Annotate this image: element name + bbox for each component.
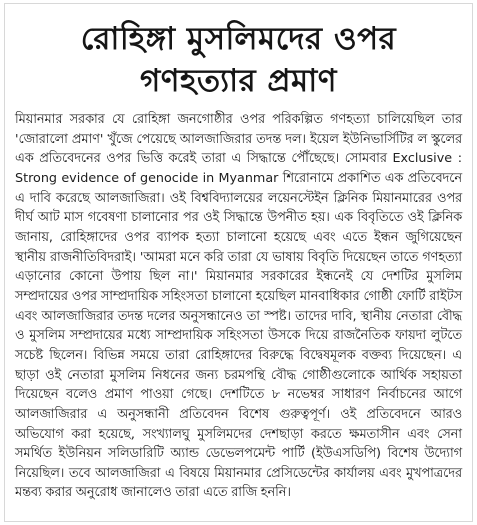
article-paragraph: মিয়ানমার সরকার যে রোহিঙ্গা জনগোষ্ঠীর ওপর পরিকল্পিত গণহত্যা চালিয়েছিল তার 'জোরালো প্রমাণ' খুঁজে পেয়েছে আলজাজিরার তদন্ত দল। ইয়েল ইউনিভার্সিটির ল স্কুলের এক প্রতিবেদনের ওপর ভিত্তি করেই তারা এ সিদ্ধান্তে পৌঁছেছে। সোমবার Exclusive : Strong evidence of genocide in Myanmar শিরোনামে প্রকাশিত এক প্রতিবেদনে এ দাবি করেছে আলজাজিরা। ওই বিশ্ববিদ্যালয়ের লয়েনস্টেইন ক্লিনিক মিয়ানমারের ওপর দীর্ঘ আট মাস গবেষণা চালানোর পর ওই সিদ্ধান্তে উপনীত হয়। এক বিবৃতিতে ওই ক্লিনিক জানায়, রোহিঙ্গাদের ওপর ব্যাপক হত্যা চালানো হয়েছে এবং এতে ইন্ধন জুগিয়েছেন স্থানীয় রাজনীতিবিদরাই। 'আমরা মনে করি তারা যে ভাষায় বিবৃতি দিয়েছেন তাতে গণহত্যা এড়ানোর কোনো উপায় ছিল না।' মিয়ানমার সরকারের ইন্ধনেই যে দেশটির মুসলিম সম্প্রদায়ের ওপর সাম্প্রদায়িক সহিংসতা চালানো হয়েছিল মানবাধিকার গোষ্ঠী ফোর্টি রাইটস এবং আলজাজিরার তদন্ত দলের অনুসন্ধানেও তা স্পষ্ট। তাদের দাবি, স্থানীয় নেতারা বৌদ্ধ ও মুসলিম সম্প্রদায়ের মধ্যে সাম্প্রদায়িক সহিংসতা উসকে দিয়ে রাজনৈতিক ফায়দা লুটতে সচেষ্ট ছিলেন। বিভিন্ন সময়ে তারা রোহিঙ্গাদের বিরুদ্ধে বিদ্বেষমূলক বক্তব্য দিয়েছেন। এ ছাড়া ওই নেতারা মুসলিম নিধনের জন্য চরমপন্থি বৌদ্ধ গোষ্ঠীগুলোকে আর্থিক সহায়তা দিয়েছেন বলেও প্রমাণ পাওয়া গেছে। দেশটিতে ৮ নভেম্বর সাধারণ নির্বাচনের আগে আলজাজিরার এ অনুসন্ধানী প্রতিবেদন বিশেষ গুরুত্বপূর্ণ। ওই প্রতিবেদনে আরও অভিযোগ করা হয়েছে, সংখ্যালঘু মুসলিমদের দেশছাড়া করতে ক্ষমতাসীন এবং সেনা সমর্থিত ইউনিয়ন সলিডারিটি অ্যান্ড ডেভেলপমেন্ট পার্টি (ইউএসডিপি) বিশেষ উদ্যোগ নিয়েছিল। তবে আলজাজিরা এ বিষয়ে মিয়ানমার প্রেসিডেন্টের কার্যালয় এবং মুখপাত্রদের মন্তব্য করার অনুরোধ জানালেও তারা এতে রাজি হননি। bbox=[15, 112, 462, 501]
headline-line-2: গণহত্যার প্রমাণ bbox=[139, 63, 338, 99]
headline-line-1: রোহিঙ্গা মুসলিমদের ওপর bbox=[80, 21, 397, 57]
newspaper-clipping bbox=[4, 3, 473, 522]
headline bbox=[15, 18, 462, 102]
article-body bbox=[15, 110, 462, 503]
